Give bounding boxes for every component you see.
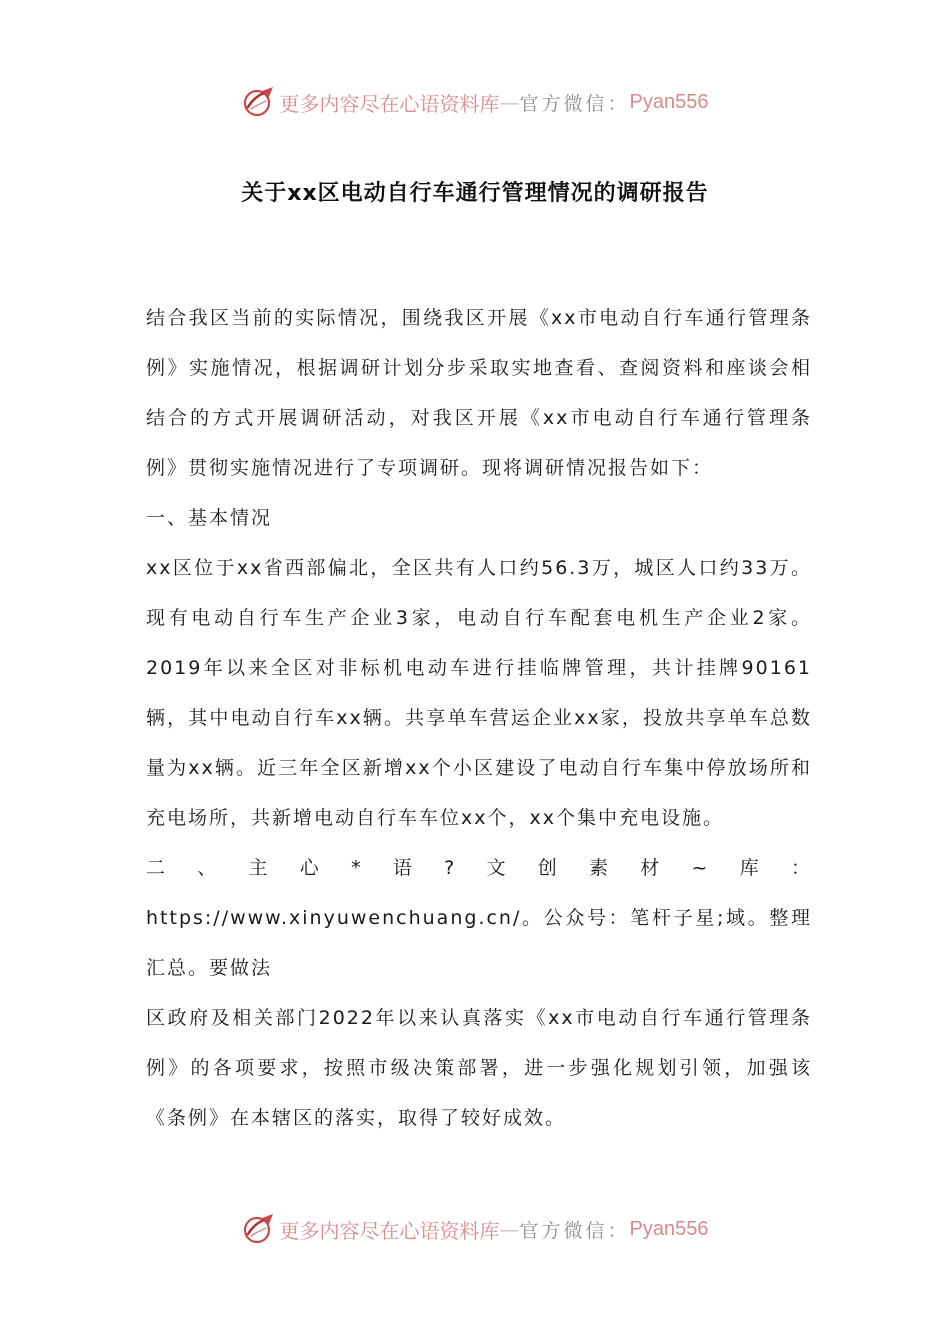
section-1-paragraph: xx区位于xx省西部偏北，全区共有人口约56.3万，城区人口约33万。现有电动自行车生产企业3家，电动自行车配套电机生产企业2家。2019年以来全区对非标机电动车进行挂临牌管理，共计挂牌90161辆，其中电动自行车xx辆。共享单车营运企业xx家，投放共享单车总数量为xx辆。近三年全区新增xx个小区建设了电动自行车集中停放场所和充电场所，共新增电动自行车车位xx个，xx个集中充电设施。	[146, 557, 812, 829]
pen-circle-logo-icon	[242, 1212, 276, 1246]
document-title: 关于xx区电动自行车通行管理情况的调研报告	[241, 181, 709, 206]
watermark-official-text: 官方微信：	[519, 92, 630, 115]
document-body	[146, 293, 812, 1143]
watermark-separator: —	[499, 90, 520, 114]
intro-paragraph: 结合我区当前的实际情况，围绕我区开展《xx市电动自行车通行管理条例》实施情况，根据调研计划分步采取实地查看、查阅资料和座谈会相结合的方式开展调研活动，对我区开展《xx市电动自行车通行管理条例》贯彻实施情况进行了专项调研。现将调研情况报告如下：	[146, 307, 812, 479]
watermark-separator: —	[499, 1217, 520, 1241]
footer-watermark	[0, 1209, 950, 1249]
watermark-official-text: 官方微信：	[519, 1219, 630, 1242]
watermark-main-text: 更多内容尽在心语资料库	[279, 91, 500, 116]
watermark-wechat-id: Pyan556	[629, 1217, 709, 1240]
watermark-main-text: 更多内容尽在心语资料库	[279, 1218, 500, 1243]
pen-circle-logo-icon	[242, 85, 276, 119]
section-2-paragraph: 区政府及相关部门2022年以来认真落实《xx市电动自行车通行管理条例》的各项要求，按照市级决策部署，进一步强化规划引领，加强该《条例》在本辖区的落实，取得了较好成效。	[146, 1007, 812, 1129]
watermark-wechat-id: Pyan556	[629, 90, 709, 113]
header-watermark	[0, 82, 950, 122]
section-1-heading: 一、基本情况	[146, 507, 273, 529]
section-2-heading: 二、主心*语?文创素材~库：https://www.xinyuwenchuang.cn/。公众号：笔杆子星;域。整理汇总。要做法	[146, 857, 812, 979]
